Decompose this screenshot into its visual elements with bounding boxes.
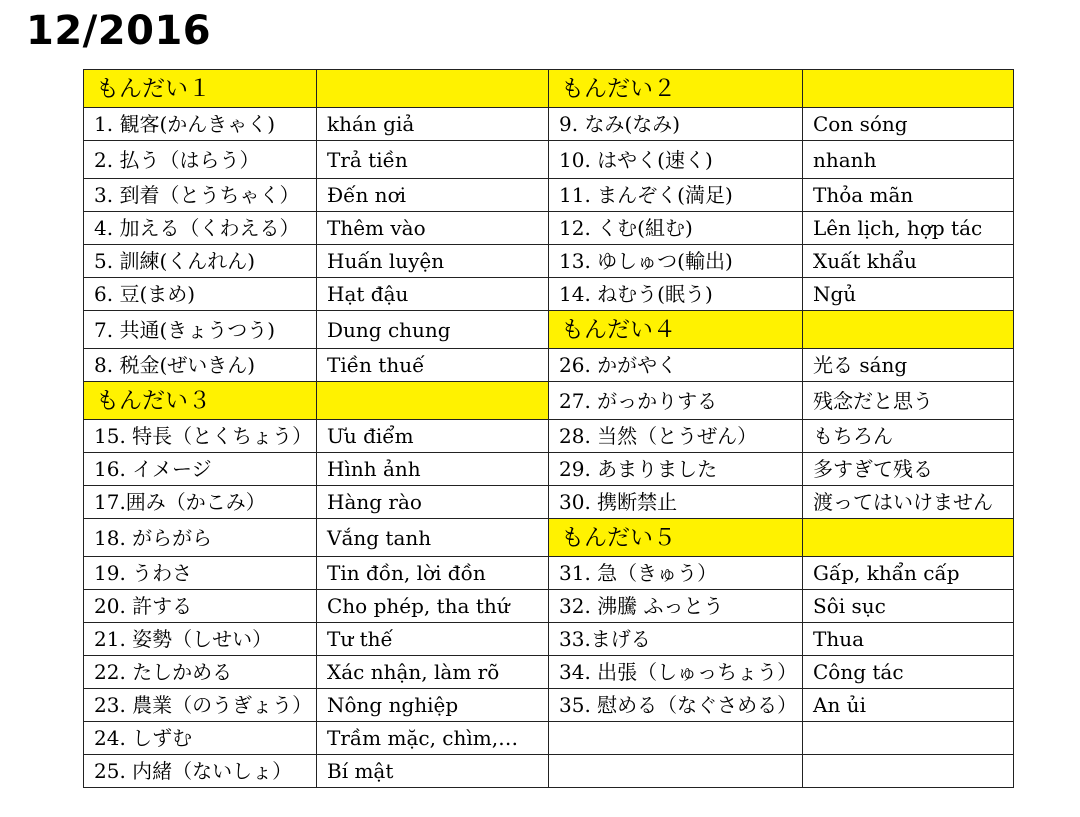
meaning-cell: 光る sáng [803, 349, 1014, 382]
meaning-cell: Gấp, khẩn cấp [803, 557, 1014, 590]
word-cell: 22. たしかめる [84, 656, 317, 689]
word-cell: 27. がっかりする [549, 382, 803, 420]
table-row [84, 519, 1014, 557]
table-row [84, 486, 1014, 519]
section-header-cell: もんだい５ [549, 519, 803, 557]
meaning-cell: もちろん [803, 420, 1014, 453]
word-cell: 33.まげる [549, 623, 803, 656]
page-title: 12/2016 [26, 8, 212, 54]
section-header-cell: もんだい１ [84, 70, 317, 108]
meaning-cell [803, 755, 1014, 788]
word-cell: 18. がらがら [84, 519, 317, 557]
meaning-cell: Công tác [803, 656, 1014, 689]
meaning-cell: 残念だと思う [803, 382, 1014, 420]
meaning-cell: Đến nơi [317, 179, 549, 212]
word-cell: 23. 農業（のうぎょう） [84, 689, 317, 722]
table-row [84, 623, 1014, 656]
word-cell: 19. うわさ [84, 557, 317, 590]
meaning-cell: Tin đồn, lời đồn [317, 557, 549, 590]
word-cell: 10. はやく(速く) [549, 141, 803, 179]
word-cell: 25. 内緒（ないしょ） [84, 755, 317, 788]
table-row [84, 141, 1014, 179]
section-header-cell [317, 70, 549, 108]
table-row [84, 722, 1014, 755]
word-cell: 2. 払う（はらう） [84, 141, 317, 179]
section-header-cell [317, 382, 549, 420]
meaning-cell [803, 722, 1014, 755]
table-row [84, 245, 1014, 278]
table-row [84, 108, 1014, 141]
table-row [84, 689, 1014, 722]
table-row [84, 557, 1014, 590]
vocabulary-table [83, 69, 1014, 788]
word-cell: 20. 許する [84, 590, 317, 623]
meaning-cell: Trả tiền [317, 141, 549, 179]
word-cell: 35. 慰める（なぐさめる） [549, 689, 803, 722]
table-row [84, 590, 1014, 623]
word-cell: 4. 加える（くわえる） [84, 212, 317, 245]
table-row [84, 212, 1014, 245]
section-header-cell: もんだい３ [84, 382, 317, 420]
table-row [84, 70, 1014, 108]
word-cell: 31. 急（きゅう） [549, 557, 803, 590]
meaning-cell: Cho phép, tha thứ [317, 590, 549, 623]
meaning-cell: nhanh [803, 141, 1014, 179]
meaning-cell: khán giả [317, 108, 549, 141]
word-cell: 28. 当然（とうぜん） [549, 420, 803, 453]
meaning-cell: Lên lịch, hợp tác [803, 212, 1014, 245]
meaning-cell: Ưu điểm [317, 420, 549, 453]
meaning-cell: Bí mật [317, 755, 549, 788]
word-cell: 29. あまりました [549, 453, 803, 486]
word-cell: 3. 到着（とうちゃく） [84, 179, 317, 212]
word-cell: 9. なみ(なみ) [549, 108, 803, 141]
meaning-cell: Thêm vào [317, 212, 549, 245]
meaning-cell: Nông nghiệp [317, 689, 549, 722]
word-cell: 15. 特長（とくちょう） [84, 420, 317, 453]
meaning-cell: Sôi sục [803, 590, 1014, 623]
meaning-cell: Dung chung [317, 311, 549, 349]
meaning-cell: Hạt đậu [317, 278, 549, 311]
meaning-cell: Thỏa mãn [803, 179, 1014, 212]
meaning-cell: Hình ảnh [317, 453, 549, 486]
meaning-cell: 渡ってはいけません [803, 486, 1014, 519]
meaning-cell: Tiền thuế [317, 349, 549, 382]
table-row [84, 420, 1014, 453]
word-cell: 24. しずむ [84, 722, 317, 755]
word-cell: 17.囲み（かこみ） [84, 486, 317, 519]
meaning-cell: Xác nhận, làm rõ [317, 656, 549, 689]
table-row [84, 349, 1014, 382]
word-cell: 16. イメージ [84, 453, 317, 486]
word-cell: 21. 姿勢（しせい） [84, 623, 317, 656]
table-row [84, 278, 1014, 311]
meaning-cell: Con sóng [803, 108, 1014, 141]
table-row [84, 656, 1014, 689]
table-row [84, 382, 1014, 420]
word-cell: 11. まんぞく(満足) [549, 179, 803, 212]
meaning-cell: Thua [803, 623, 1014, 656]
meaning-cell: Trầm mặc, chìm,… [317, 722, 549, 755]
section-header-cell: もんだい２ [549, 70, 803, 108]
meaning-cell: Vắng tanh [317, 519, 549, 557]
word-cell: 1. 観客(かんきゃく) [84, 108, 317, 141]
word-cell [549, 755, 803, 788]
word-cell: 6. 豆(まめ) [84, 278, 317, 311]
word-cell: 34. 出張（しゅっちょう） [549, 656, 803, 689]
section-header-cell [803, 311, 1014, 349]
word-cell: 12. くむ(組む) [549, 212, 803, 245]
table-row [84, 311, 1014, 349]
word-cell [549, 722, 803, 755]
word-cell: 13. ゆしゅつ(輸出) [549, 245, 803, 278]
section-header-cell [803, 519, 1014, 557]
table-row [84, 453, 1014, 486]
meaning-cell: Huấn luyện [317, 245, 549, 278]
word-cell: 7. 共通(きょうつう) [84, 311, 317, 349]
word-cell: 8. 税金(ぜいきん) [84, 349, 317, 382]
meaning-cell: Xuất khẩu [803, 245, 1014, 278]
table-row [84, 755, 1014, 788]
meaning-cell: Hàng rào [317, 486, 549, 519]
meaning-cell: Tư thế [317, 623, 549, 656]
word-cell: 14. ねむう(眠う) [549, 278, 803, 311]
section-header-cell: もんだい４ [549, 311, 803, 349]
meaning-cell: Ngủ [803, 278, 1014, 311]
section-header-cell [803, 70, 1014, 108]
meaning-cell: An ủi [803, 689, 1014, 722]
table-row [84, 179, 1014, 212]
word-cell: 5. 訓練(くんれん) [84, 245, 317, 278]
word-cell: 26. かがやく [549, 349, 803, 382]
word-cell: 32. 沸騰 ふっとう [549, 590, 803, 623]
word-cell: 30. 携断禁止 [549, 486, 803, 519]
vocabulary-table-body [84, 70, 1014, 788]
meaning-cell: 多すぎて残る [803, 453, 1014, 486]
